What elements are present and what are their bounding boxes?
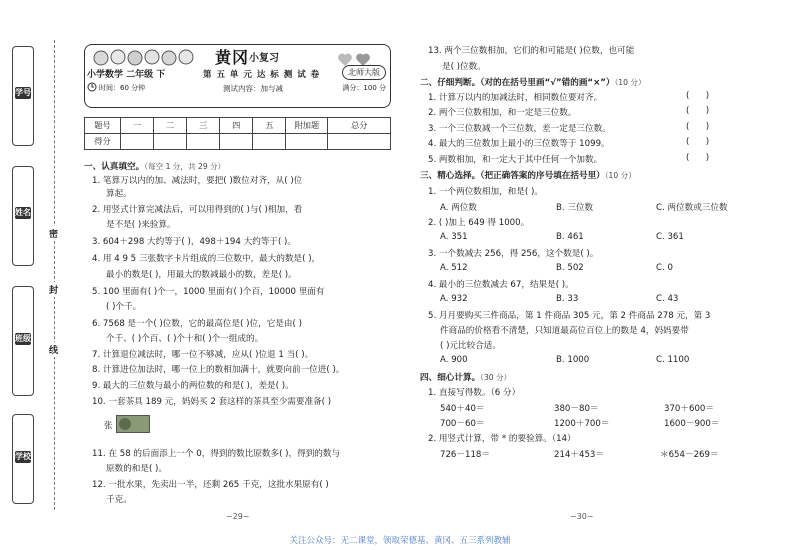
judge-item: 4. 最大的三位数加上最小的三位数等于 1099。: [428, 139, 610, 149]
school-label: 学校: [15, 451, 31, 463]
score-input-cell[interactable]: [187, 134, 220, 150]
choice-option[interactable]: C. 43: [656, 294, 679, 304]
exam-time: 时间：60 分钟: [99, 84, 146, 92]
section-1-header: [84, 160, 225, 172]
oral-calc[interactable]: 540＋40＝: [440, 404, 485, 414]
name-box[interactable]: [12, 166, 34, 266]
section-title: 四、细心计算。: [420, 373, 481, 383]
question-line: 6. 7568 是一个( )位数，它的最高位是( )位，它是由( ): [92, 319, 302, 329]
portrait-icon: [119, 418, 131, 430]
score-input-cell[interactable]: [121, 134, 154, 150]
question-line: 9. 最大的三位数与最小的两位数的和是( )，差是( )。: [92, 381, 294, 391]
table-cell: 得分: [85, 134, 121, 150]
question-line: 张: [104, 421, 113, 431]
table-cell: 二: [154, 118, 187, 134]
footer-promo: 关注公众号：无二课堂，领取荣德基、黄冈、五三系列教辅: [289, 536, 511, 546]
full-score: 满分：100 分: [342, 84, 386, 92]
edition-badge: 北师大版: [342, 65, 386, 80]
section-2-header: [420, 76, 646, 88]
binding-strip: [6, 40, 84, 510]
subject-grade: 小学数学 二年级 下: [87, 70, 166, 80]
exam-header: [84, 44, 391, 108]
page-number: ~30~: [570, 512, 594, 521]
choice-option[interactable]: B. 502: [556, 263, 584, 273]
choice-option[interactable]: C. 1100: [656, 355, 690, 365]
answer-paren[interactable]: ( ): [686, 122, 710, 132]
question-line: 2. 用竖式计算完减法后，可以用得到的( )与( )相加，看: [92, 205, 303, 215]
page-number: ~29~: [226, 512, 250, 521]
answer-paren[interactable]: ( ): [686, 153, 710, 163]
score-table: [84, 117, 391, 150]
question-line: 3. 604＋298 大约等于( )，498＋194 大约等于( )。: [92, 237, 297, 247]
answer-paren[interactable]: ( ): [686, 91, 710, 101]
vertical-calc[interactable]: 726－118＝: [440, 450, 490, 460]
question-line: 算起。: [106, 189, 132, 199]
section-note: （10 分）: [614, 78, 646, 87]
choice-option[interactable]: C. 361: [656, 232, 684, 242]
oral-calc[interactable]: 370＋600＝: [664, 404, 714, 414]
judge-item: 1. 计算万以内的加减法时，相同数位要对齐。: [428, 93, 603, 103]
brand-subtitle: 小复习: [249, 53, 279, 64]
choice-option[interactable]: B. 33: [556, 294, 579, 304]
table-cell: 一: [121, 118, 154, 134]
section-note: （30 分）: [480, 373, 512, 382]
page-number-value: 30: [576, 512, 587, 521]
question-line: 千克。: [106, 495, 132, 505]
sub-question: 1. 直接写得数。（6 分）: [428, 388, 521, 398]
choice-option[interactable]: A. 900: [440, 355, 468, 365]
question-line: 是( )位数。: [442, 62, 486, 72]
name-label: 姓名: [15, 207, 31, 219]
unit-title: 第 五 单 元 达 标 测 试 卷: [203, 70, 321, 80]
question-line: 最小的数是( )，用最大的数减最小的数，差是( )。: [106, 270, 297, 280]
choice-question: 2. ( )加上 649 得 1000。: [428, 218, 530, 228]
choice-option[interactable]: B. 1000: [556, 355, 590, 365]
question-line: 13. 两个三位数相加，它们的和可能是( )位数，也可能: [428, 46, 635, 56]
choice-option[interactable]: A. 两位数: [440, 203, 477, 213]
question-line: 4. 用 4 9 5 三张数字卡片组成的三位数中，最大的数是( )，: [92, 254, 321, 264]
choice-option[interactable]: A. 351: [440, 232, 468, 242]
clock-icon: [87, 82, 97, 92]
question-line: 原数的和是( )。: [106, 464, 167, 474]
section-4-header: [420, 371, 511, 383]
score-input-cell[interactable]: [253, 134, 286, 150]
class-box[interactable]: [12, 286, 34, 396]
question-line: 10. 一套茶具 189 元，妈妈买 2 套这样的茶具至少需要准备( ): [92, 397, 332, 407]
score-input-cell[interactable]: [220, 134, 253, 150]
choice-option[interactable]: B. 461: [556, 232, 584, 242]
choice-question: 件商品的价格看不清楚，只知道最高位百位上的数是 4，妈妈要带: [440, 326, 689, 336]
judge-item: 3. 一个三位数减一个三位数，差一定是三位数。: [428, 124, 611, 134]
question-line: 1. 笔算万以内的加、减法时，要把( )数位对齐，从( )位: [92, 176, 303, 186]
section-note: （10 分）: [604, 171, 636, 180]
table-row: [85, 134, 391, 150]
score-input-cell[interactable]: [286, 134, 328, 150]
oral-calc[interactable]: 700－60＝: [440, 419, 485, 429]
answer-paren[interactable]: ( ): [686, 137, 710, 147]
table-cell: 三: [187, 118, 220, 134]
table-row: [85, 118, 391, 134]
class-label: 班级: [15, 333, 31, 345]
choice-question: ( )元比较合适。: [440, 341, 501, 351]
sub-question: 2. 用竖式计算，带 * 的要验算。（14）: [428, 434, 576, 444]
choice-question: 3. 一个数减去 256，得 256，这个数是( )。: [428, 249, 599, 259]
student-id-label: 学号: [15, 87, 31, 99]
banknote-image: [116, 415, 150, 433]
section-title: 二、仔细判断。（对的在括号里画“√”错的画“×”）: [420, 78, 615, 88]
seal-mark: 密: [49, 226, 58, 241]
table-cell: 总分: [328, 118, 391, 134]
choice-question: 4. 最小的三位数减去 67，结果是( )。: [428, 280, 574, 290]
table-cell: 四: [220, 118, 253, 134]
table-cell: 附加题: [286, 118, 328, 134]
score-input-cell[interactable]: [328, 134, 391, 150]
choice-option[interactable]: C. 0: [656, 263, 673, 273]
oral-calc[interactable]: 1600－900＝: [664, 419, 720, 429]
section-title: 一、认真填空。: [84, 162, 145, 172]
question-line: 8. 计算进位加法时，哪一位上的数相加满十，就要向前一位进( )。: [92, 365, 345, 375]
oral-calc[interactable]: 1200＋700＝: [554, 419, 610, 429]
choice-option[interactable]: C. 两位数或三位数: [656, 203, 728, 213]
question-line: 个千、( )个百、( )个十和( )个一组成的。: [106, 334, 264, 344]
school-box[interactable]: [12, 414, 34, 504]
choice-question: 5. 月月要购买三件商品，第 1 件商品 305 元，第 2 件商品 278 元，第 3: [428, 311, 711, 321]
judge-item: 5. 两数相加，和一定大于其中任何一个加数。: [428, 155, 603, 165]
line-mark: 线: [49, 342, 58, 357]
question-line: 11. 在 58 的后面添上一个 0，得到的数比原数多( )，得到的数与: [92, 449, 341, 459]
question-line: 12. 一批水果，先卖出一半，还剩 265 千克，这批水果原有( ): [92, 480, 329, 490]
question-line: 5. 100 里面有( )个一，1000 里面有( )个百，10000 里面有: [92, 287, 325, 297]
question-line: 是不是( )来验算。: [106, 220, 176, 230]
table-cell: 题号: [85, 118, 121, 134]
section-title: 三、精心选择。（把正确答案的序号填在括号里）: [420, 171, 605, 181]
choice-question: 1. 一个两位数相加，和是( )。: [428, 187, 543, 197]
seal-mark: 封: [49, 282, 58, 297]
question-line: ( )个千。: [106, 302, 142, 312]
answer-paren[interactable]: ( ): [686, 106, 710, 116]
vertical-calc[interactable]: 214＋453＝: [554, 450, 604, 460]
test-content: 测试内容：加与减: [223, 84, 283, 93]
page-number-value: 29: [232, 512, 243, 521]
choice-option[interactable]: A. 932: [440, 294, 468, 304]
oral-calc[interactable]: 380－80＝: [554, 404, 599, 414]
brand-logo: 黄冈: [215, 48, 250, 67]
children-illustration-icon: [91, 48, 211, 68]
choice-option[interactable]: B. 三位数: [556, 203, 594, 213]
cut-line: [54, 40, 55, 510]
score-input-cell[interactable]: [154, 134, 187, 150]
section-3-header: [420, 169, 636, 181]
question-line: 7. 计算退位减法时，哪一位不够减，应从( )位退 1 当( )。: [92, 350, 314, 360]
student-id-box[interactable]: [12, 46, 34, 146]
vertical-calc[interactable]: ＊654－269＝: [660, 450, 719, 460]
table-cell: 五: [253, 118, 286, 134]
choice-option[interactable]: A. 512: [440, 263, 468, 273]
section-note: （每空 1 分，共 29 分）: [144, 162, 226, 171]
judge-item: 2. 两个三位数相加，和一定是三位数。: [428, 108, 577, 118]
